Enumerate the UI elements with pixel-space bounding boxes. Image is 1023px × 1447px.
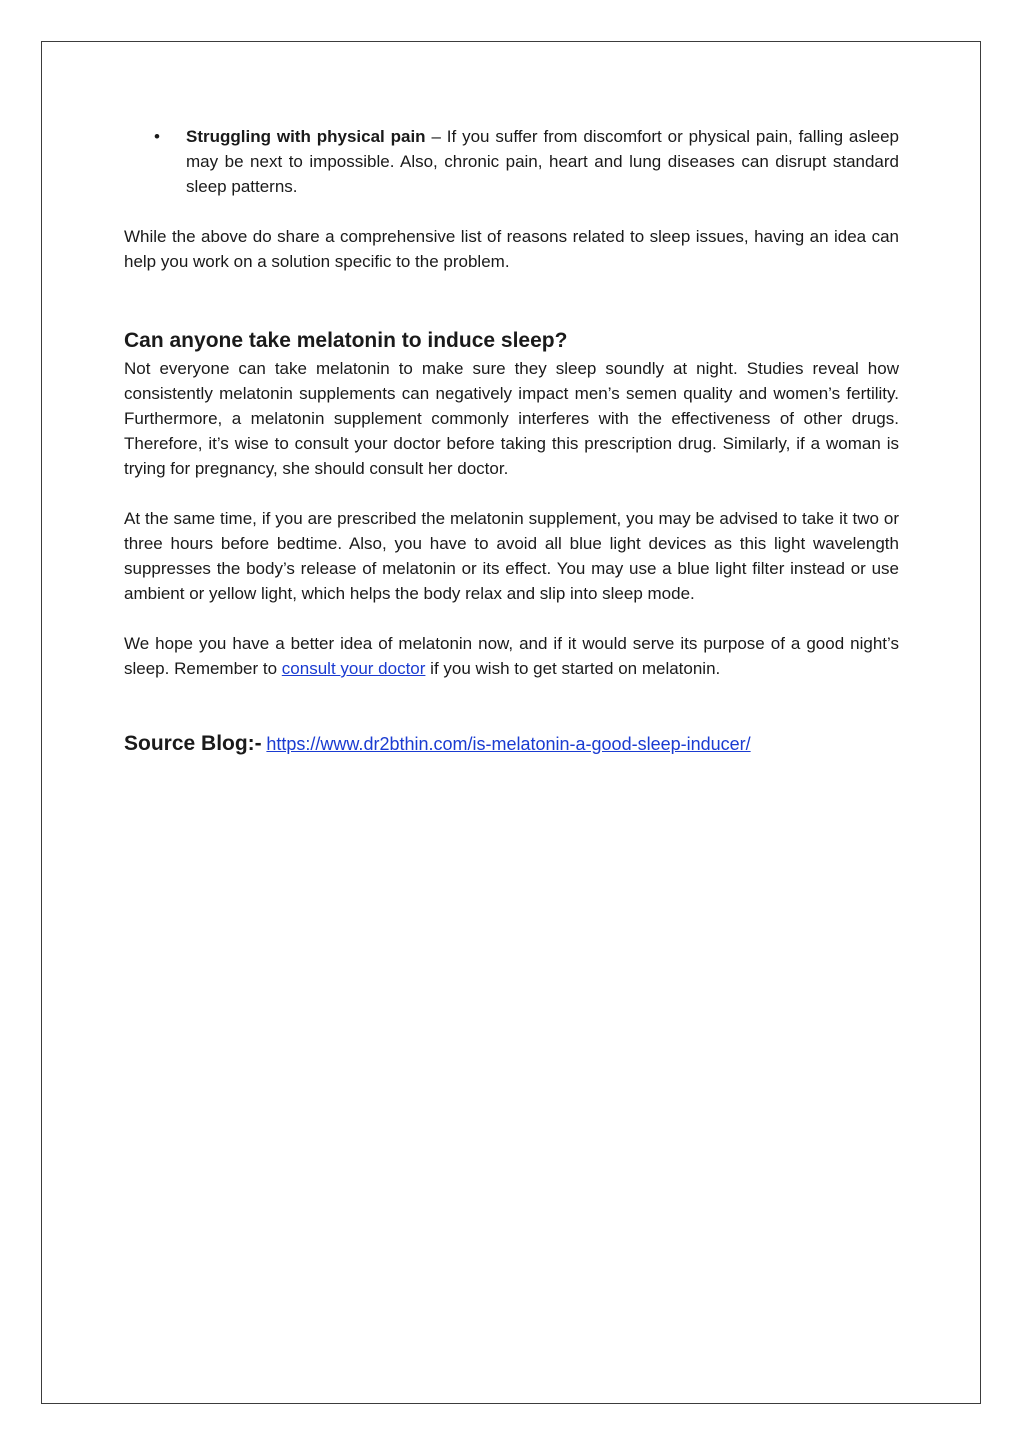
section-paragraph-3 [124, 631, 899, 681]
source-label: Source Blog:- [124, 732, 262, 755]
document-body [124, 124, 899, 760]
section-heading: Can anyone take melatonin to induce sleep? [124, 329, 568, 352]
source-line [124, 729, 899, 760]
bullet-title: Struggling with physical pain [186, 127, 426, 146]
source-url-link[interactable]: https://www.dr2bthin.com/is-melatonin-a-good-sleep-inducer/ [266, 734, 751, 754]
paragraph-3-text-before: We hope you have a better idea of melatonin now, and if it would serve its purpose of a good night’s sleep. Remember to [124, 634, 899, 678]
intro-paragraph: While the above do share a comprehensive list of reasons related to sleep issues, having an idea can help you work on a solution specific to the problem. [124, 227, 899, 271]
section-paragraph-1: Not everyone can take melatonin to make sure they sleep soundly at night. Studies reveal how consistently melatonin supplements can negatively impact men’s semen quality and women’s fertility. Furthermore, a melatonin supplement commonly interferes with the effectiveness of other drugs. Therefore, it’s wise to consult your doctor before taking this prescription drug. Similarly, if a woman is trying for pregnancy, she should consult her doctor. [124, 359, 899, 478]
section-paragraph-2: At the same time, if you are prescribed the melatonin supplement, you may be advised to take it two or three hours before bedtime. Also, you have to avoid all blue light devices as this light wavelength suppresses the body’s release of melatonin or its effect. You may use a blue light filter instead or use ambient or yellow light, which helps the body relax and slip into sleep mode. [124, 509, 899, 603]
bullet-list [124, 124, 899, 199]
bullet-dot-icon: • [154, 127, 160, 146]
consult-doctor-link[interactable]: consult your doctor [281, 659, 426, 678]
bullet-text: – If you suffer from discomfort or physical pain, falling asleep may be next to impossible. Also, chronic pain, heart and lung diseases can disrupt standard sleep patterns. [186, 127, 900, 196]
paragraph-3-text-after: if you wish to get started on melatonin. [425, 659, 721, 678]
list-item [124, 124, 899, 199]
